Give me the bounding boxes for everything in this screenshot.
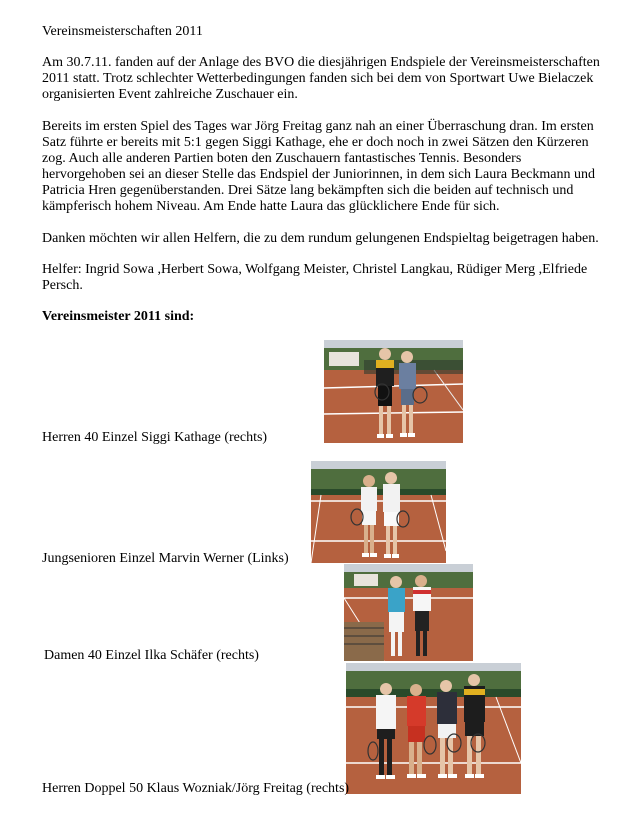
winner-photo-damen-40 [344,564,473,661]
match-report-paragraph: Bereits im ersten Spiel des Tages war Jörg Freitag ganz nah an einer Überraschung dran. Im ersten Satz führte er bereits mit 5:1 gegen Siggi Kathage, ehe er doch noch in zwei Sätzen den Kürzeren zog. Auch alle anderen Partien boten den Zuschauern fantastisches Tennis. Besonders hervorgehoben sei an dieser Stelle das Endspiel der Juniorinnen, in dem sich Laura Beckmann und Patricia Hren gegenüberstanden. Drei Sätze lang bekämpften sich die beiden auf technisch und kämpferisch hohem Niveau. Am Ende hatte Laura das glücklichere Ende für sich. [42,119,595,214]
caption-herren-doppel-50: Herren Doppel 50 Klaus Wozniak/Jörg Freitag (rechts) [42,781,350,796]
winners-heading: Vereinsmeister 2011 sind: [42,309,195,324]
intro-paragraph: Am 30.7.11. fanden auf der Anlage des BVO die diesjährigen Endspiele der Vereinsmeisterschaften 2011 statt. Trotz schlechter Wetterbedingungen fanden sich bei dem von Sportwart Uwe Bielaczek organisierten Event zahlreiche Zuschauer ein. [42,55,600,102]
caption-jungsenioren: Jungsenioren Einzel Marvin Werner (Links) [42,551,289,566]
caption-herren-40: Herren 40 Einzel Siggi Kathage (rechts) [42,430,268,445]
winner-photo-herren-40 [324,340,463,443]
winner-photo-herren-doppel-50 [346,663,521,794]
caption-damen-40: Damen 40 Einzel Ilka Schäfer (rechts) [44,648,259,663]
winner-photo-jungsenioren [311,461,446,563]
helpers-paragraph: Helfer: Ingrid Sowa ,Herbert Sowa, Wolfgang Meister, Christel Langkau, Rüdiger Merg ,Elfriede Persch. [42,262,588,293]
page-title: Vereinsmeisterschaften 2011 [42,24,203,39]
thanks-paragraph: Danken möchten wir allen Helfern, die zu dem rundum gelungenen Endspieltag beigetragen haben. [42,231,599,246]
